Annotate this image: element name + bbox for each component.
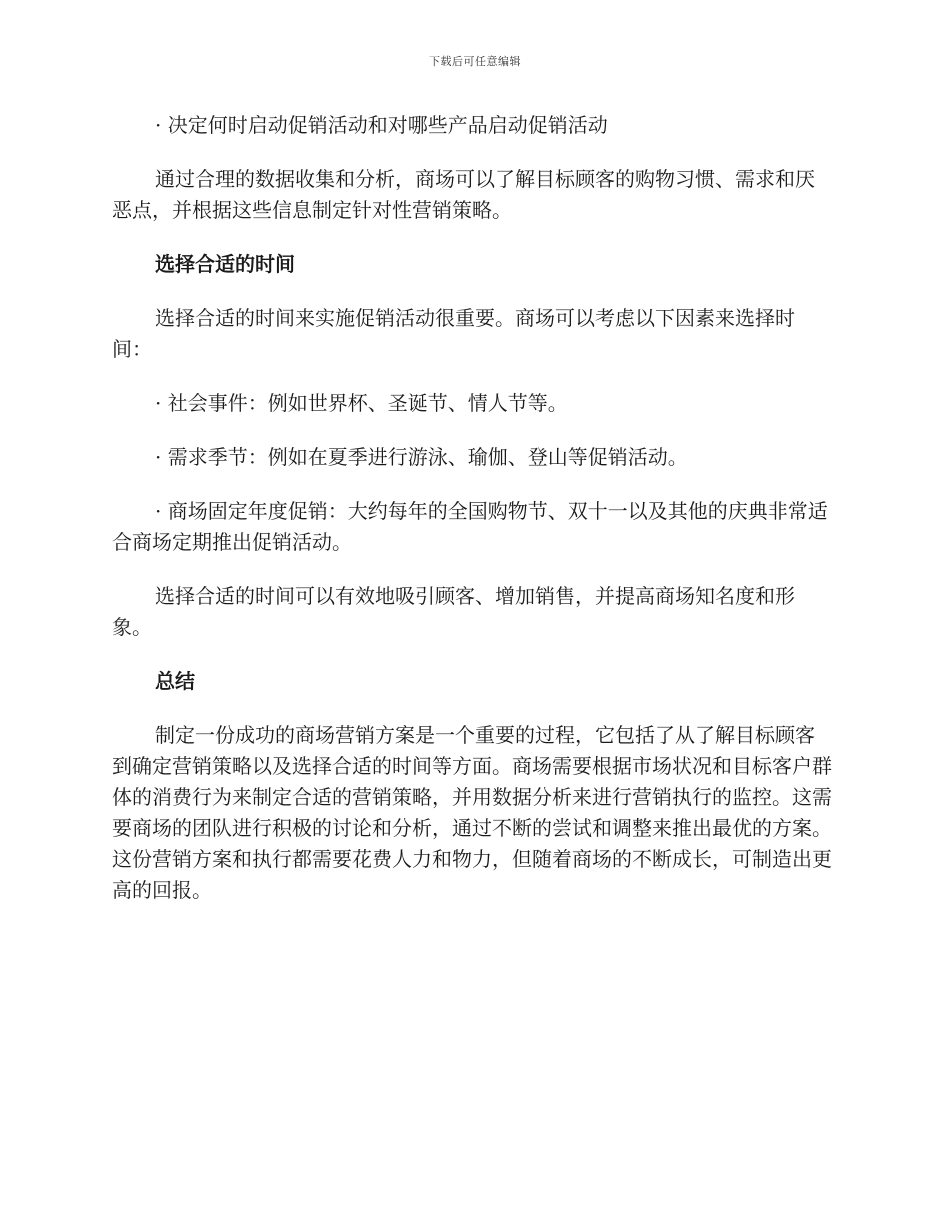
page-header-note: 下载后可任意编辑 — [429, 55, 521, 68]
bullet-item: · 商场固定年度促销：大约每年的全国购物节、双十一以及其他的庆典非常适合商场定期推出促销活动。 — [112, 499, 828, 554]
bullet-item: · 需求季节：例如在夏季进行游泳、瑜伽、登山等促销活动。 — [155, 445, 688, 469]
paragraph: 制定一份成功的商场营销方案是一个重要的过程，它包括了从了解目标顾客到确定营销策略以及选择合适的时间等方面。商场需要根据市场状况和目标客户群体的消费行为来制定合适的营销策略，并用数据分析来进行营销执行的监控。这需要商场的团队进行积极的讨论和分析，通过不断的尝试和调整来推出最优的方案。这份营销方案和执行都需要花费人力和物力，但随着商场的不断成长，可制造出更高的回报。 — [112, 723, 832, 902]
paragraph: 选择合适的时间来实施促销活动很重要。商场可以考虑以下因素来选择时间： — [112, 306, 795, 361]
paragraph: 选择合适的时间可以有效地吸引顾客、增加销售，并提高商场知名度和形象。 — [112, 584, 795, 639]
section-heading: 总结 — [155, 669, 195, 693]
section-heading: 选择合适的时间 — [155, 252, 295, 276]
bullet-item: · 社会事件：例如世界杯、圣诞节、情人节等。 — [155, 391, 568, 415]
document-body — [112, 110, 832, 929]
bullet-item: · 决定何时启动促销活动和对哪些产品启动促销活动 — [155, 113, 608, 137]
paragraph: 通过合理的数据收集和分析，商场可以了解目标顾客的购物习惯、需求和厌恶点，并根据这些信息制定针对性营销策略。 — [112, 167, 815, 222]
